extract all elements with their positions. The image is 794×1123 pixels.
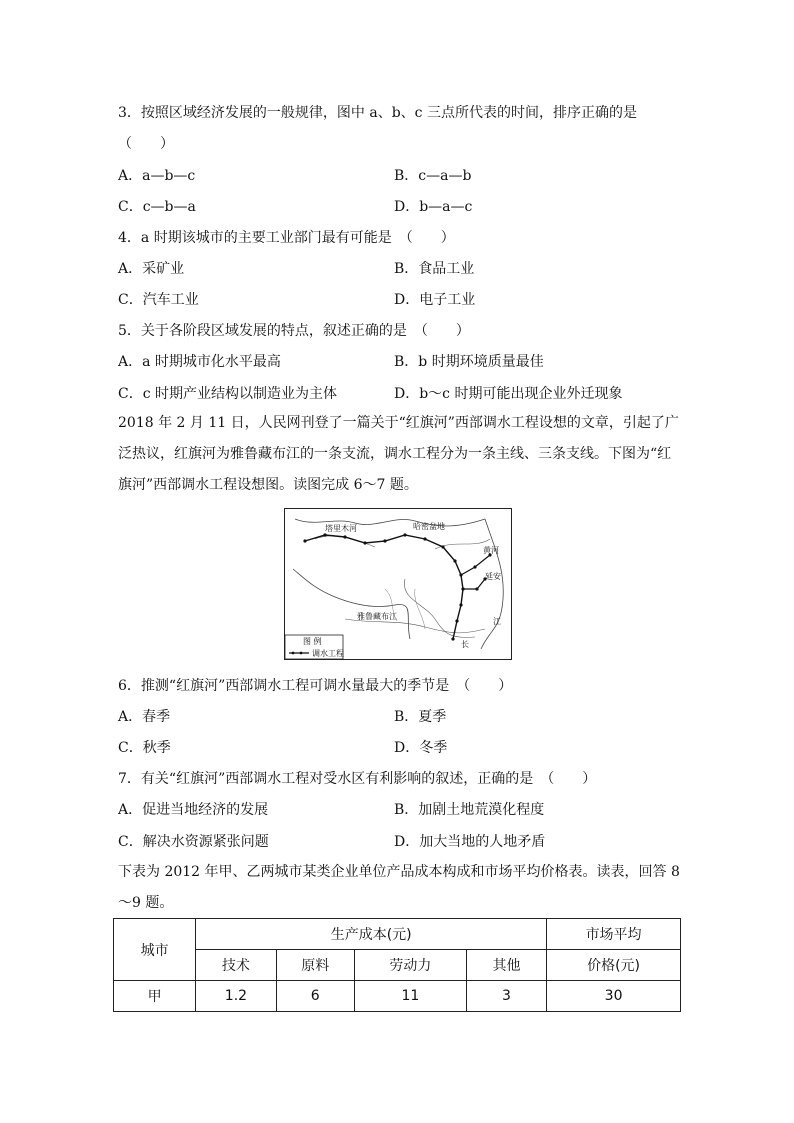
q7-stem: 7．有关“红旗河”西部调水工程对受水区有利影响的叙述，正确的是 （ ） xyxy=(118,771,597,787)
q3-option-b: B．c—a—b xyxy=(394,168,472,184)
q4-option-c: C．汽车工业 xyxy=(118,292,199,308)
intro-paragraph-2: 下表为 2012 年甲、乙两城市某类企业单位产品成本构成和市场平均价格表。读表，回答 8～9 题。 xyxy=(118,864,680,911)
north-border-line xyxy=(295,519,485,526)
q5-option-c: C．c 时期产业结构以制造业为主体 xyxy=(118,386,338,402)
q4-option-b: B．食品工业 xyxy=(394,261,475,277)
legend-dot-2 xyxy=(300,652,303,655)
q5-stem: 5．关于各阶段区域发展的特点，叙述正确的是 （ ） xyxy=(118,323,470,339)
header-labor: 劳动力 xyxy=(354,950,466,981)
q4-option-a: A．采矿业 xyxy=(118,261,185,277)
water-diversion-map xyxy=(284,508,512,660)
yangtze-river-line xyxy=(404,579,475,637)
q3-stem: 3．按照区域经济发展的一般规律，图中 a、b、c 三点所代表的时间，排序正确的是 xyxy=(118,105,637,121)
table-header-row-2 xyxy=(114,950,681,981)
tributary-line-2 xyxy=(415,589,425,629)
label-tarim: 塔里木河 xyxy=(325,524,357,533)
q7-option-a: A．促进当地经济的发展 xyxy=(118,802,269,818)
cell-tech: 1.2 xyxy=(196,981,276,1012)
cell-city: 甲 xyxy=(114,981,196,1012)
cell-material: 6 xyxy=(276,981,354,1012)
legend-item: 调水工程 xyxy=(312,649,344,658)
plateau-boundary-line xyxy=(293,569,410,639)
legend-title: 图 例 xyxy=(303,637,322,646)
label-huanghe: 黄河 xyxy=(483,546,499,555)
map-svg xyxy=(285,509,511,659)
label-chang: 长 xyxy=(461,640,469,649)
q5-option-d: D．b～c 时期可能出现企业外迁现象 xyxy=(394,386,623,402)
label-jiang: 江 xyxy=(493,617,501,626)
q7-option-d: D．加大当地的人地矛盾 xyxy=(394,834,546,850)
q6-option-b: B．夏季 xyxy=(394,709,447,725)
header-city: 城市 xyxy=(114,919,196,981)
q6-stem: 6．推测“红旗河”西部调水工程可调水量最大的季节是 （ ） xyxy=(118,678,513,694)
q5-option-a: A．a 时期城市化水平最高 xyxy=(118,354,281,370)
table-header-row-1 xyxy=(114,919,681,950)
q3-paren: （ ） xyxy=(118,136,174,152)
cost-table xyxy=(113,918,681,1012)
cell-price: 30 xyxy=(547,981,681,1012)
q6-option-a: A．春季 xyxy=(118,709,171,725)
diversion-route-main xyxy=(305,535,463,639)
east-boundary-line xyxy=(481,519,503,649)
label-yarlung: 雅鲁藏布江 xyxy=(357,612,397,621)
q4-option-d: D．电子工业 xyxy=(394,292,476,308)
header-material: 原料 xyxy=(276,950,354,981)
cell-other: 3 xyxy=(466,981,546,1012)
header-cost: 生产成本(元) xyxy=(196,919,547,950)
q5-option-b: B．b 时期环境质量最佳 xyxy=(394,354,544,370)
q4-stem: 4．a 时期该城市的主要工业部门最有可能是 （ ） xyxy=(118,230,455,246)
label-hami: 哈密盆地 xyxy=(413,522,445,531)
q3-option-d: D．b—a—c xyxy=(394,199,473,215)
label-yanan: 延安 xyxy=(485,572,501,581)
intro-paragraph-1: 2018 年 2 月 11 日，人民网刊登了一篇关于“红旗河”西部调水工程设想的文章，引起了广泛热议，红旗河为雅鲁藏布江的一条支流，调水工程分为一条主线、三条支线。下图为“红旗河”西部调水工程设想图。读图完成 6～7 题。 xyxy=(118,415,679,493)
q3-option-a: A．a—b—c xyxy=(118,168,196,184)
table-row xyxy=(114,981,681,1012)
header-price-1: 市场平均 xyxy=(547,919,681,950)
yarlung-river-line xyxy=(345,619,485,633)
q6-option-c: C．秋季 xyxy=(118,740,171,756)
diversion-route-branch-yanan xyxy=(463,579,485,589)
header-price-2: 价格(元) xyxy=(547,950,681,981)
q7-option-c: C．解决水资源紧张问题 xyxy=(118,834,269,850)
q3-option-c: C．c—b—a xyxy=(118,199,196,215)
q6-option-d: D．冬季 xyxy=(394,740,448,756)
header-tech: 技术 xyxy=(196,950,276,981)
q7-option-b: B．加剧土地荒漠化程度 xyxy=(394,802,545,818)
header-other: 其他 xyxy=(466,950,546,981)
cell-labor: 11 xyxy=(354,981,466,1012)
legend-dot-1 xyxy=(292,652,295,655)
